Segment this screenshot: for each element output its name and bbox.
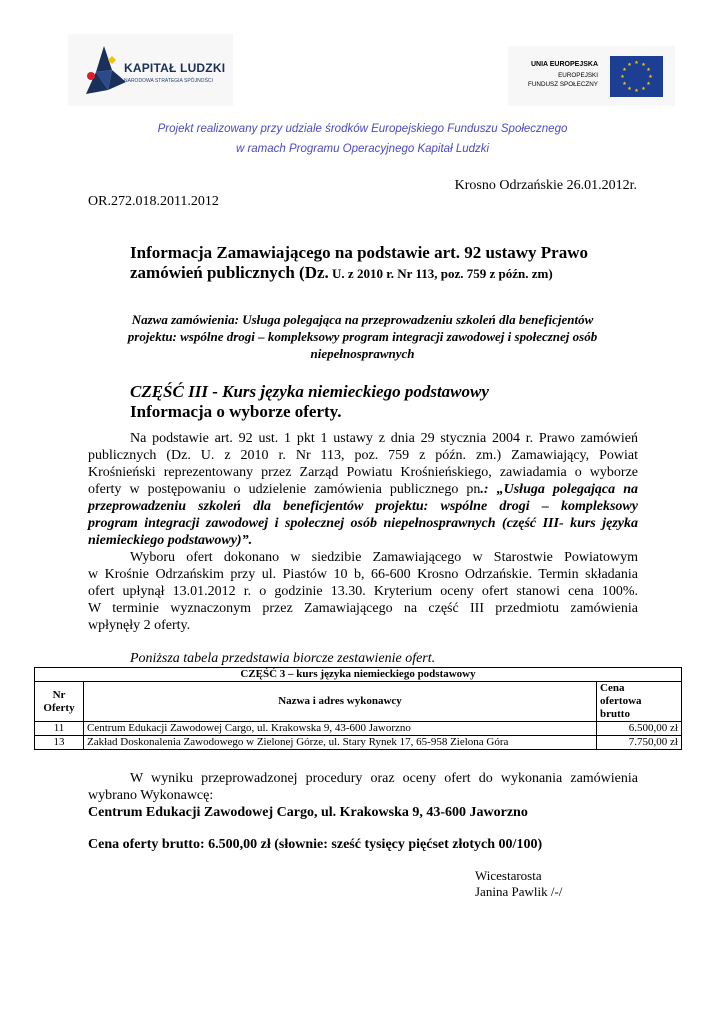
title-line2 [130, 263, 553, 284]
svg-text:★: ★ [627, 62, 632, 68]
para1-line4-bold: .: „Usługa polegająca na [480, 482, 638, 497]
svg-text:★: ★ [641, 86, 646, 92]
svg-text:★: ★ [648, 74, 653, 80]
svg-text:★: ★ [634, 60, 639, 66]
header-cena-line2: ofertowa [600, 695, 642, 707]
row-nr: 11 [35, 722, 84, 736]
projekt-line1: Projekt realizowany przy udziale środków Europejskiego Funduszu Społecznego [157, 123, 568, 135]
header-cena-line1: Cena [600, 682, 625, 694]
ue-line3: FUNDUSZ SPOŁECZNY [528, 81, 598, 88]
svg-text:★: ★ [627, 86, 632, 92]
wynik-section [88, 770, 638, 821]
wynik-line2: wybrano Wykonawcę: [88, 788, 214, 803]
header-nr-line2: Oferty [43, 701, 75, 714]
signature-name: Janina Pawlik /-/ [475, 884, 563, 899]
nazwa-line3: niepełnosprawnych [310, 346, 415, 361]
eu-flag-icon [610, 56, 663, 97]
svg-text:★: ★ [622, 67, 627, 73]
ue-line2: EUROPEJSKI [558, 72, 598, 79]
para2-line4: W terminie wyznaczonym przez Zamawiającego na część III przedmiotu zamówienia [88, 601, 638, 616]
wynik-price: Cena oferty brutto: 6.500,00 zł (słownie: sześć tysięcy pięćset złotych 00/100) [88, 837, 543, 852]
czesc-subheading: Informacja o wyborze oferty. [130, 402, 342, 421]
kapital-ludzki-subtitle: NARODOWA STRATEGIA SPÓJNOŚCI [124, 78, 213, 84]
title-line2-main: zamówień publicznych (Dz. [130, 263, 329, 282]
header-nazwa: Nazwa i adres wykonawcy [84, 682, 597, 722]
paragraph-2 [88, 549, 638, 634]
para1-line4 [88, 481, 638, 498]
unia-europejska-logo [508, 46, 675, 106]
czesc-heading: CZĘŚĆ III - Kurs języka niemieckiego podstawowy [130, 382, 489, 401]
table-row [35, 722, 682, 736]
table-intro: Poniższa tabela przedstawia biorcze zestawienie ofert. [130, 651, 436, 666]
wynik-winner: Centrum Edukacji Zawodowej Cargo, ul. Krakowska 9, 43-600 Jaworzno [88, 805, 528, 820]
ue-line1: UNIA EUROPEJSKA [530, 61, 598, 68]
paragraph-1 [88, 430, 638, 549]
row-nr: 13 [35, 736, 84, 750]
wynik-line1: W wyniku przeprowadzonej procedury oraz oceny ofert do wykonania zamówienia [130, 771, 638, 786]
table-header-row [35, 682, 682, 722]
row-nazwa: Zakład Doskonalenia Zawodowego w Zielonej Górze, ul. Stary Rynek 17, 65-958 Zielona Góra [84, 736, 597, 750]
reference-number: OR.272.018.2011.2012 [88, 194, 219, 209]
offers-table [34, 667, 682, 750]
title-line1: Informacja Zamawiającego na podstawie art. 92 ustawy Prawo [130, 243, 589, 262]
para2-line1: Wyboru ofert dokonano w siedzibie Zamawiającego w Starostwie Powiatowym [130, 550, 638, 565]
place-date: Krosno Odrzańskie 26.01.2012r. [454, 178, 637, 193]
header-nr [35, 682, 84, 722]
header-nr-line1: Nr [52, 688, 66, 701]
svg-text:★: ★ [646, 81, 651, 87]
title-line2-small: U. z 2010 r. Nr 113, poz. 759 z późn. zm) [328, 266, 553, 281]
svg-text:★: ★ [634, 88, 639, 94]
para1-bold-line2: program integracji zawodowej i społecznej osób niepełnosprawnych (część III- kurs języka [88, 516, 638, 531]
nazwa-line2: projektu: wspólne drogi – kompleksowy program integracji zawodowej i społecznej osób [127, 329, 598, 344]
row-cena: 7.750,00 zł [597, 736, 682, 750]
header-cena-line3: brutto [600, 708, 630, 720]
kapital-ludzki-logo [68, 34, 233, 106]
table-caption-row [35, 668, 682, 682]
para1-line2: publicznych (Dz. U. z 2010 r. Nr 113, poz. 759 z późn. zm.) Zamawiający, Powiat [88, 448, 638, 463]
svg-text:★: ★ [646, 67, 651, 73]
nazwa-zamowienia [60, 311, 665, 362]
para1-line3: Krośnieński reprezentowany przez Zarząd Powiatu Krośnieńskiego, zawiadamia o wyborze [88, 465, 638, 480]
projekt-line2: w ramach Programu Operacyjnego Kapitał Ludzki [235, 143, 490, 155]
para1-bold-line3: niemieckiego podstawowy)”. [88, 533, 253, 548]
table-row [35, 736, 682, 750]
para2-line2: w Krośnie Odrzańskim przy ul. Piastów 10 b, 66-600 Krosno Odrzańskie. Termin składania [88, 567, 638, 582]
para2-line5: wpłynęły 2 oferty. [88, 618, 191, 633]
row-nazwa: Centrum Edukacji Zawodowej Cargo, ul. Krakowska 9, 43-600 Jaworzno [84, 722, 597, 736]
header-cena [597, 682, 682, 722]
svg-text:★: ★ [620, 74, 625, 80]
svg-text:★: ★ [641, 62, 646, 68]
signature-role: Wicestarosta [475, 868, 542, 883]
kapital-ludzki-star-icon [82, 42, 128, 98]
para1-line1: Na podstawie art. 92 ust. 1 pkt 1 ustawy z dnia 29 stycznia 2004 r. Prawo zamówień [130, 431, 638, 446]
kapital-ludzki-title: KAPITAŁ LUDZKI [124, 61, 226, 75]
para2-line3: ofert upłynął 13.01.2012 r. o godzinie 13.30. Kryterium oceny ofert stanowi cena 100%. [88, 584, 638, 599]
svg-text:★: ★ [622, 81, 627, 87]
para1-line4-plain: oferty w postępowaniu o udzielenie zamówienia publicznego pn [88, 482, 481, 497]
nazwa-line1: Nazwa zamówienia: Usługa polegająca na przeprowadzeniu szkoleń dla beneficjentów [131, 312, 594, 327]
table-caption: CZĘŚĆ 3 – kurs języka niemieckiego podstawowy [35, 668, 682, 682]
para1-bold-line1: przeprowadzeniu szkoleń dla beneficjentów projektu: wspólne drogi – kompleksowy [88, 499, 638, 514]
row-cena: 6.500,00 zł [597, 722, 682, 736]
